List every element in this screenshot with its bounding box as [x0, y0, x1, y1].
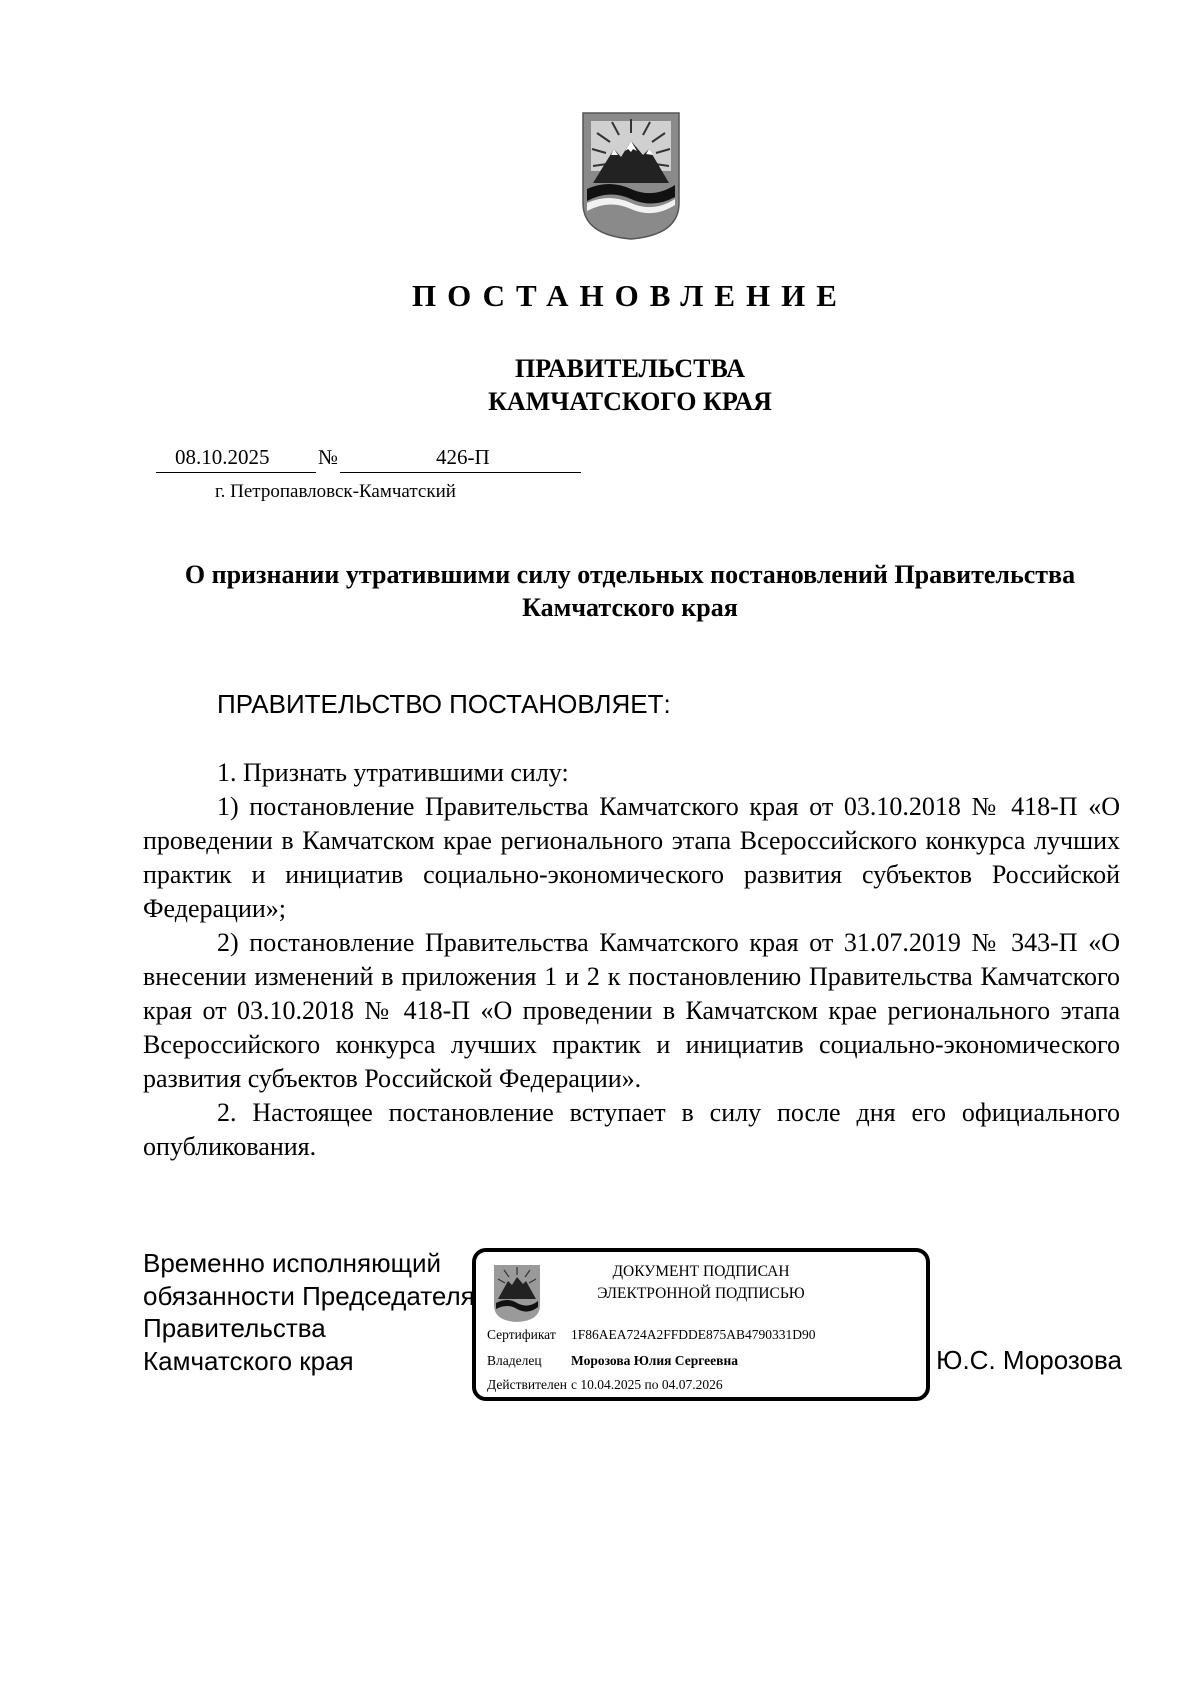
- signatory-position-line: Камчатского края: [143, 1345, 354, 1376]
- certificate-value: 1F86AEA724A2FFDDE875AB4790331D90: [571, 1327, 816, 1342]
- document-type-title: ПОСТАНОВЛЕНИЕ: [412, 278, 848, 313]
- subject-line-2: Камчатского края: [522, 593, 738, 622]
- stamp-heading-line-1: ДОКУМЕНТ ПОДПИСАН: [612, 1263, 790, 1280]
- city-label: г. Петропавловск-Камчатский: [215, 481, 456, 502]
- paragraph-clause-1-1: 1) постановление Правительства Камчатского края от 03.10.2018 № 418-П «О проведении в Камчатском крае регионального этапа Всероссийского конкурса лучших практик и инициатив социально-экономического развития субъектов Российской Федерации»;: [143, 792, 1120, 923]
- stamp-validity-row: [487, 1377, 723, 1393]
- signatory-position-line: Временно исполняющий: [143, 1248, 442, 1278]
- number-underline: [340, 472, 581, 473]
- issuer-line-1: ПРАВИТЕЛЬСТВА: [515, 354, 745, 383]
- paragraph-clause-1-2: 2) постановление Правительства Камчатского края от 31.07.2019 № 343-П «О внесении изменений в приложения 1 и 2 к постановлению Правительства Камчатского края от 03.10.2018 № 418-П «О проведении в Камчатском крае регионального этапа Всероссийского конкурса лучших практик и инициатив социально-экономического развития субъектов Российской Федерации».: [143, 928, 1120, 1093]
- date-underline: [156, 472, 316, 473]
- signatory-position: [143, 1247, 475, 1377]
- stamp-certificate-row: [487, 1327, 816, 1343]
- issuer-heading: [0, 352, 1200, 418]
- resolution-statement: ПРАВИТЕЛЬСТВО ПОСТАНОВЛЯЕТ:: [217, 689, 671, 719]
- subject-line-1: О признании утратившими силу отдельных постановлений Правительства: [184, 560, 1076, 589]
- electronic-signature-stamp: [472, 1248, 930, 1401]
- paragraph-clause-1: 1. Признать утратившими силу:: [217, 758, 569, 787]
- document-subject: [140, 558, 1120, 624]
- document-body: [143, 756, 1120, 1164]
- number-sign: №: [318, 445, 339, 469]
- owner-value: Морозова Юлия Сергеевна: [571, 1353, 738, 1368]
- validity-value: с 10.04.2025 по 04.07.2026: [571, 1377, 723, 1392]
- document-date: 08.10.2025: [175, 445, 270, 469]
- issuer-line-2: КАМЧАТСКОГО КРАЯ: [488, 387, 772, 416]
- registration-line: [156, 445, 581, 475]
- stamp-heading-line-2: ЭЛЕКТРОННОЙ ПОДПИСЬЮ: [597, 1285, 805, 1302]
- paragraph-clause-2: 2. Настоящее постановление вступает в силу после дня его официального опубликования.: [143, 1098, 1120, 1161]
- signatory-position-line: Правительства: [143, 1313, 326, 1343]
- validity-label: Действителен: [487, 1377, 567, 1392]
- kamchatka-coat-of-arms-emblem: [581, 111, 681, 241]
- certificate-label: Сертификат: [487, 1327, 556, 1342]
- signatory-name: Ю.С. Морозова: [936, 1345, 1122, 1375]
- owner-label: Владелец: [487, 1353, 542, 1368]
- signatory-position-line: обязанности Председателя: [143, 1280, 475, 1311]
- document-number: 426-П: [436, 445, 490, 469]
- stamp-owner-row: [487, 1353, 738, 1369]
